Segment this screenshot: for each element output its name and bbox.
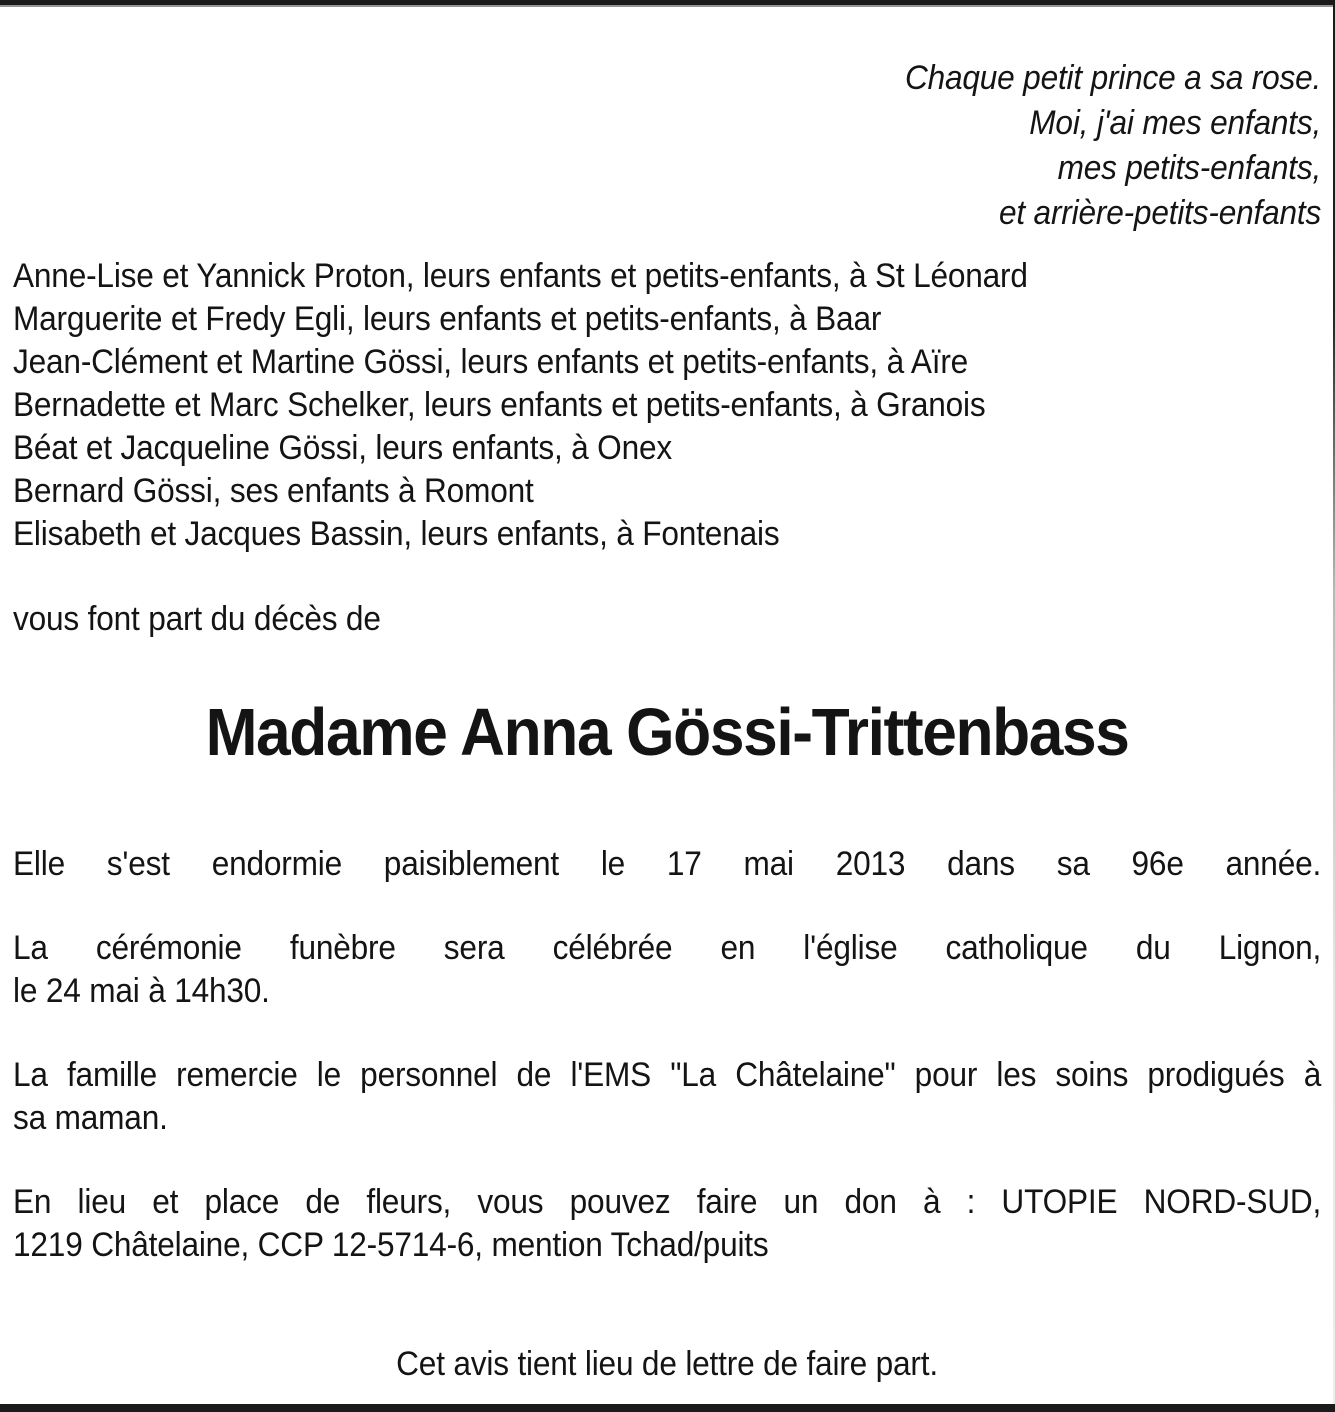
family-line: Jean-Clément et Martine Gössi, leurs enfants et petits-enfants, à Aïre bbox=[13, 343, 969, 381]
family-line: Béat et Jacqueline Gössi, leurs enfants, à Onex bbox=[13, 429, 672, 467]
ceremony-paragraph bbox=[13, 927, 1321, 1013]
epigraph-line: Chaque petit prince a sa rose. bbox=[904, 59, 1322, 97]
bottom-border-rule bbox=[0, 1404, 1335, 1412]
paragraph-line: La cérémonie funèbre sera célébrée en l'église catholique du Lignon, bbox=[13, 929, 1322, 967]
paragraph-line: sa maman. bbox=[13, 1099, 168, 1137]
family-line: Bernadette et Marc Schelker, leurs enfants et petits-enfants, à Granois bbox=[13, 386, 986, 424]
epigraph-line: et arrière-petits-enfants bbox=[998, 194, 1322, 232]
paragraph-line: La famille remercie le personnel de l'EMS "La Châtelaine" pour les soins prodigués à bbox=[13, 1056, 1322, 1094]
death-paragraph bbox=[13, 843, 1321, 886]
paragraph-line: Elle s'est endormie paisiblement le 17 mai 2013 dans sa 96e année. bbox=[13, 845, 1322, 883]
family-line: Elisabeth et Jacques Bassin, leurs enfants, à Fontenais bbox=[13, 515, 780, 553]
epigraph-line: Moi, j'ai mes enfants, bbox=[1029, 104, 1322, 142]
family-line: Marguerite et Fredy Egli, leurs enfants et petits-enfants, à Baar bbox=[13, 300, 882, 338]
notice-content bbox=[0, 7, 1335, 1386]
paragraph-line: le 24 mai à 14h30. bbox=[13, 972, 270, 1010]
donation-paragraph bbox=[13, 1181, 1321, 1267]
epigraph-quote bbox=[13, 56, 1321, 236]
paragraph-line: 1219 Châtelaine, CCP 12-5714-6, mention Tchad/puits bbox=[13, 1226, 769, 1264]
paragraph-line: En lieu et place de fleurs, vous pouvez faire un don à : UTOPIE NORD-SUD, bbox=[13, 1183, 1322, 1221]
thanks-paragraph bbox=[13, 1054, 1321, 1140]
family-line: Bernard Gössi, ses enfants à Romont bbox=[13, 472, 534, 510]
epigraph-line: mes petits-enfants, bbox=[1057, 149, 1322, 187]
closing-line: Cet avis tient lieu de lettre de faire part. bbox=[396, 1345, 938, 1383]
deceased-name: Madame Anna Gössi-Trittenbass bbox=[205, 695, 1129, 770]
family-list bbox=[13, 255, 1321, 556]
announcement-intro: vous font part du décès de bbox=[13, 600, 381, 638]
family-line: Anne-Lise et Yannick Proton, leurs enfants et petits-enfants, à St Léonard bbox=[13, 257, 1028, 295]
